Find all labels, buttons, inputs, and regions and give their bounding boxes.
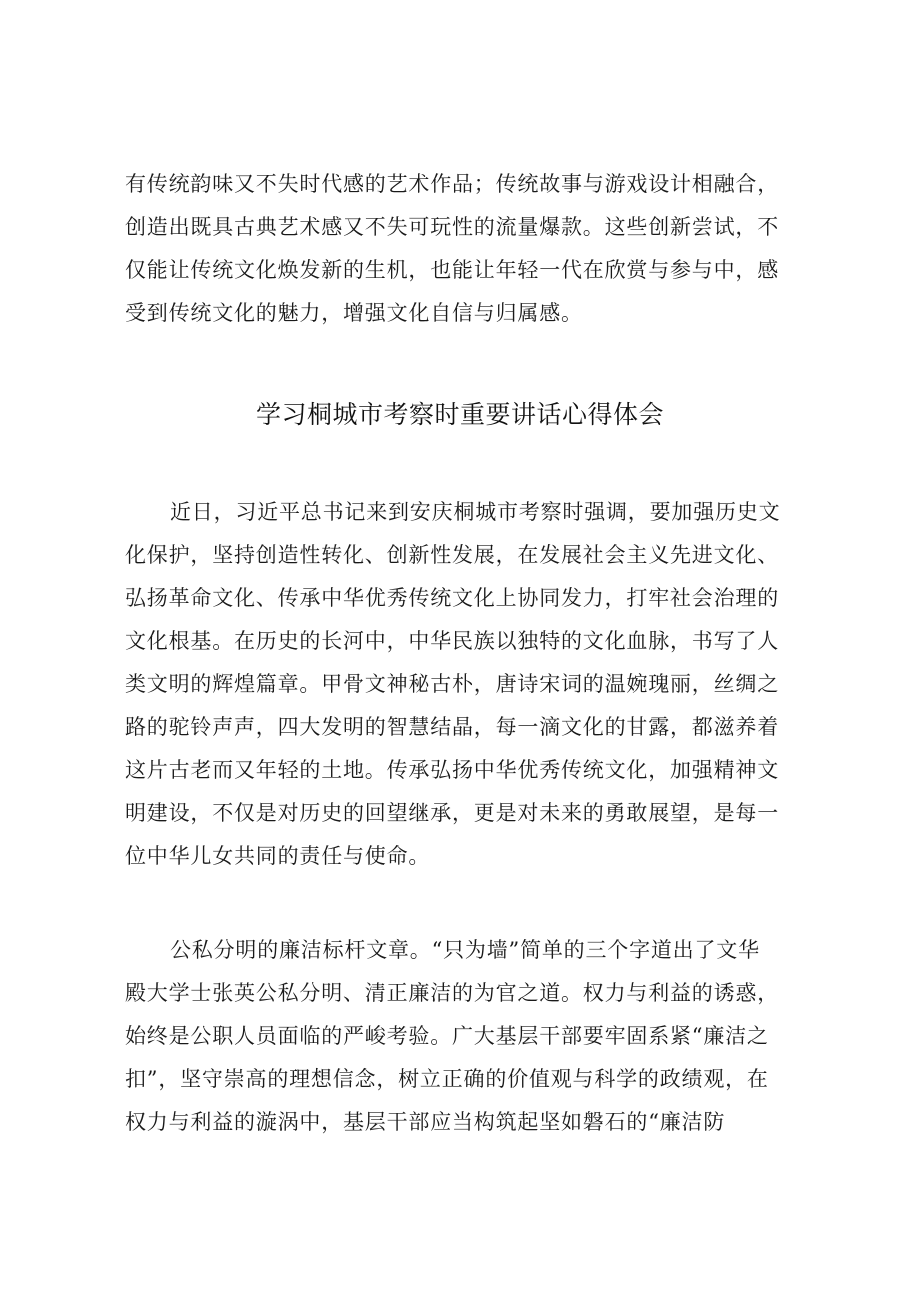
paragraph-line: 扣”，坚守崇高的理想信念，树立正确的价值观与科学的政绩观，在 <box>125 1067 769 1091</box>
paragraph-line: 位中华儿女共同的责任与使命。 <box>125 844 431 868</box>
paragraph-line: 受到传统文化的魅力，增强文化自信与归属感。 <box>125 301 583 325</box>
paragraph-line: 文化根基。在历史的长河中，中华民族以独特的文化血脉，书写了人 <box>125 629 779 653</box>
paragraph-line: 仅能让传统文化焕发新的生机，也能让年轻一代在欣赏与参与中，感 <box>125 258 779 282</box>
paragraph-line: 弘扬革命文化、传承中华优秀传统文化上协同发力，打牢社会治理的 <box>125 586 779 610</box>
paragraph-line: 近日，习近平总书记来到安庆桐城市考察时强调，要加强历史文 <box>170 500 781 524</box>
paragraph-line: 这片古老而又年轻的土地。传承弘扬中华优秀传统文化，加强精神文 <box>125 758 779 782</box>
article-title: 学习桐城市考察时重要讲话心得体会 <box>255 400 664 429</box>
paragraph-line: 权力与利益的漩涡中，基层干部应当构筑起坚如磐石的“廉洁防 <box>125 1110 726 1134</box>
paragraph-line: 创造出既具古典艺术感又不失可玩性的流量爆款。这些创新尝试，不 <box>125 215 779 239</box>
paragraph-line: 公私分明的廉洁标杆文章。“只为墙”简单的三个字道出了文华 <box>170 938 760 962</box>
paragraph-line: 类文明的辉煌篇章。甲骨文神秘古朴，唐诗宋词的温婉瑰丽，丝绸之 <box>125 672 779 696</box>
paragraph-line: 路的驼铃声声，四大发明的智慧结晶，每一滴文化的甘露，都滋养着 <box>125 715 779 739</box>
paragraph-line: 始终是公职人员面临的严峻考验。广大基层干部要牢固系紧“廉洁之 <box>125 1024 769 1048</box>
paragraph-line: 殿大学士张英公私分明、清正廉洁的为官之道。权力与利益的诱惑， <box>125 981 779 1005</box>
paragraph-line: 明建设，不仅是对历史的回望继承，更是对未来的勇敢展望，是每一 <box>125 801 779 825</box>
paragraph-line: 有传统韵味又不失时代感的艺术作品；传统故事与游戏设计相融合， <box>125 172 779 196</box>
paragraph-line: 化保护，坚持创造性转化、创新性发展，在发展社会主义先进文化、 <box>125 543 779 567</box>
